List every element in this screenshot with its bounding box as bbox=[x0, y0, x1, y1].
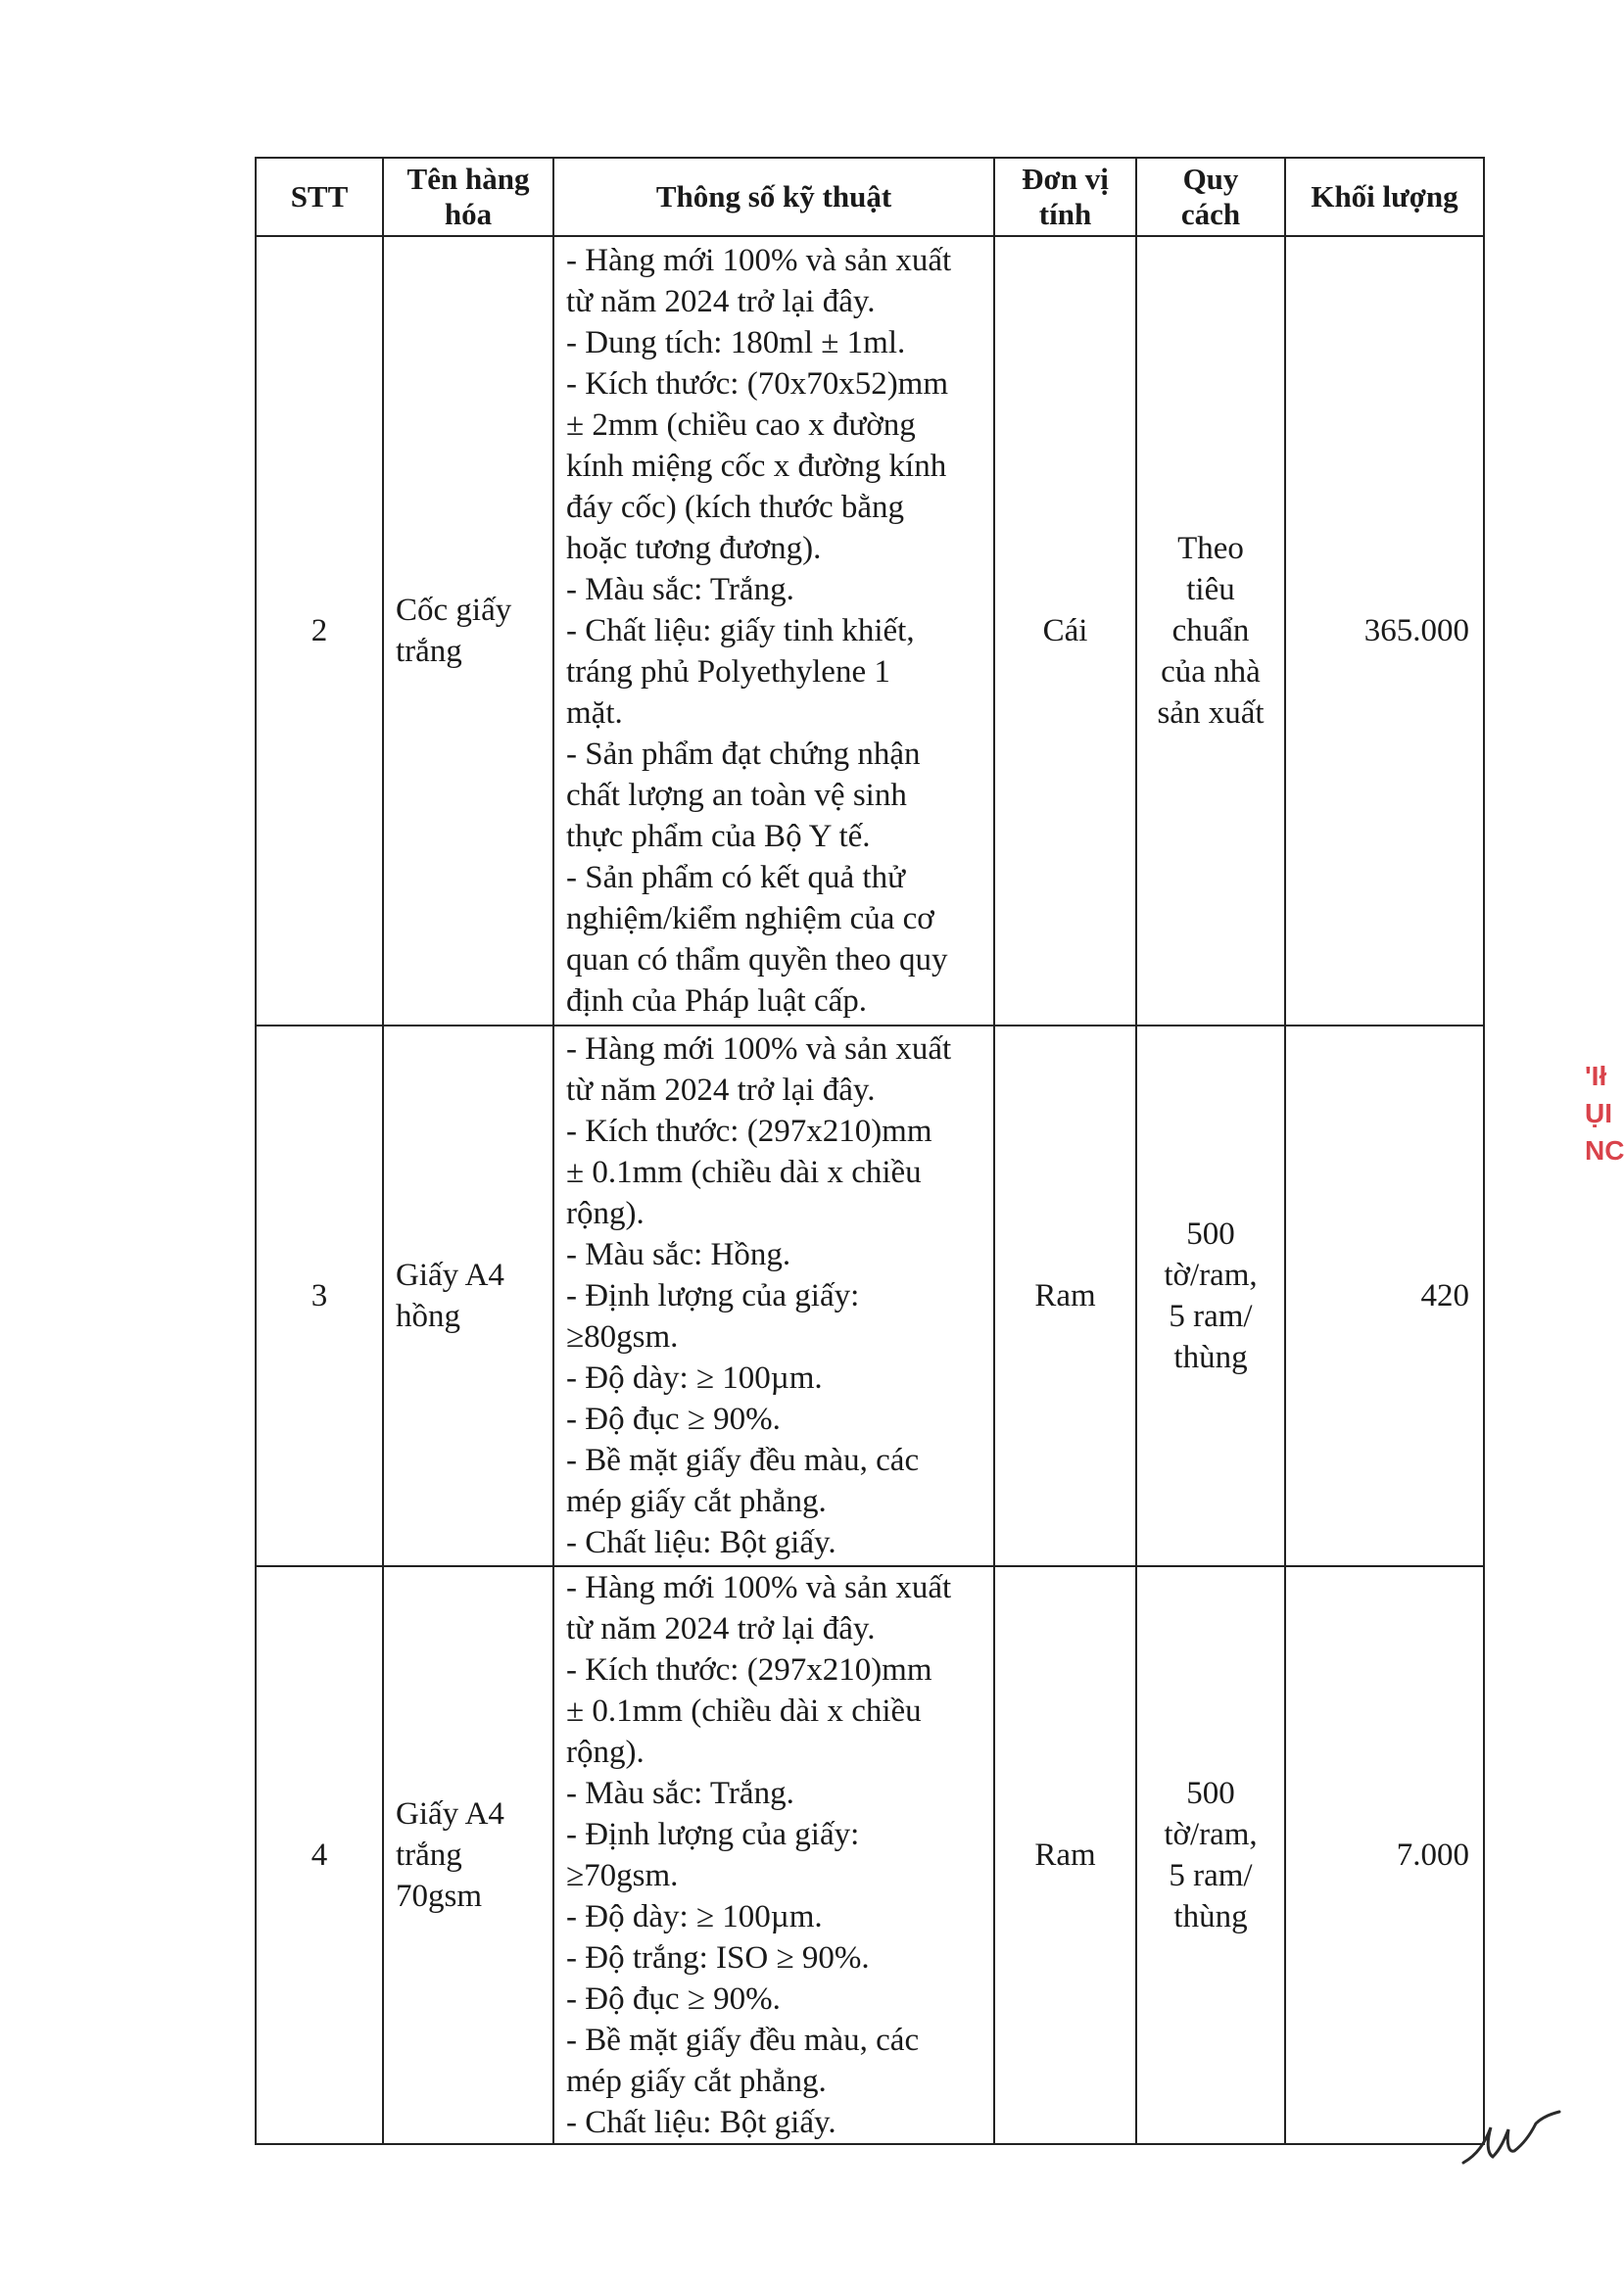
header-unit bbox=[994, 158, 1136, 236]
spec-line: - Hàng mới 100% và sản xuất bbox=[566, 243, 952, 278]
cell-product-name bbox=[383, 1566, 553, 2144]
spec-line: thực phẩm của Bộ Y tế. bbox=[566, 819, 871, 854]
packaging-line: sản xuất bbox=[1157, 695, 1265, 731]
spec-line: từ năm 2024 trở lại đây. bbox=[566, 284, 876, 319]
spec-line: ± 0.1mm (chiều dài x chiều bbox=[566, 1694, 922, 1729]
packaging-line: tờ/ram, bbox=[1164, 1258, 1258, 1293]
stamp-text: ỤI bbox=[1585, 1098, 1612, 1128]
spec-line: chất lượng an toàn vệ sinh bbox=[566, 778, 907, 813]
packaging-line: 500 bbox=[1186, 1217, 1235, 1252]
spec-line: - Sản phẩm có kết quả thử bbox=[566, 860, 905, 895]
header-pack-line: cách bbox=[1180, 197, 1241, 231]
spec-line: tráng phủ Polyethylene 1 bbox=[566, 654, 890, 690]
spec-line: - Chất liệu: giấy tinh khiết, bbox=[566, 613, 915, 648]
spec-line: - Độ trắng: ISO ≥ 90%. bbox=[566, 1940, 870, 1976]
cell-stt: 4 bbox=[256, 1566, 383, 2144]
table-row bbox=[256, 1566, 1484, 2144]
cell-product-name bbox=[383, 236, 553, 1026]
spec-line: - Bề mặt giấy đều màu, các bbox=[566, 1443, 920, 1478]
header-name-line: hóa bbox=[444, 197, 493, 231]
spec-table bbox=[255, 157, 1485, 2145]
product-name-line: hồng bbox=[396, 1299, 460, 1334]
packaging-line: thùng bbox=[1173, 1899, 1248, 1934]
cell-unit: Ram bbox=[994, 1026, 1136, 1566]
spec-line: - Hàng mới 100% và sản xuất bbox=[566, 1031, 952, 1067]
spec-line: định của Pháp luật cấp. bbox=[566, 983, 867, 1019]
header-qty: Khối lượng bbox=[1285, 158, 1484, 236]
stamp-text: 'Ił bbox=[1585, 1061, 1607, 1091]
spec-line: - Định lượng của giấy: bbox=[566, 1817, 860, 1852]
spec-line: mép giấy cắt phẳng. bbox=[566, 1484, 827, 1519]
spec-line: kính miệng cốc x đường kính bbox=[566, 449, 947, 484]
cell-spec bbox=[553, 236, 994, 1026]
product-name-line: trắng bbox=[396, 634, 462, 669]
spec-line: từ năm 2024 trở lại đây. bbox=[566, 1073, 876, 1108]
packaging-line: 5 ram/ bbox=[1169, 1858, 1253, 1893]
header-name-line: Tên hàng bbox=[406, 162, 530, 196]
spec-line: - Dung tích: 180ml ± 1ml. bbox=[566, 325, 906, 360]
spec-line: ± 0.1mm (chiều dài x chiều bbox=[566, 1155, 922, 1190]
packaging-line: tờ/ram, bbox=[1164, 1817, 1258, 1852]
signature-initials bbox=[1457, 2106, 1565, 2174]
packaging-line: 5 ram/ bbox=[1169, 1299, 1253, 1334]
signature-stroke bbox=[1463, 2112, 1559, 2163]
cell-quantity: 365.000 bbox=[1285, 236, 1484, 1026]
packaging-line: Theo bbox=[1177, 531, 1244, 566]
spec-line: - Độ dày: ≥ 100µm. bbox=[566, 1899, 823, 1934]
cell-spec bbox=[553, 1566, 994, 2144]
cell-unit: Ram bbox=[994, 1566, 1136, 2144]
cell-stt: 2 bbox=[256, 236, 383, 1026]
spec-line: ≥70gsm. bbox=[566, 1858, 679, 1893]
packaging-line: tiêu bbox=[1186, 572, 1235, 607]
product-name-line: Cốc giấy bbox=[396, 593, 512, 628]
cell-unit: Cái bbox=[994, 236, 1136, 1026]
header-row bbox=[256, 158, 1484, 236]
packaging-line: thùng bbox=[1173, 1340, 1248, 1375]
header-stt: STT bbox=[256, 158, 383, 236]
table-row bbox=[256, 236, 1484, 1026]
table-row bbox=[256, 1026, 1484, 1566]
spec-line: - Độ đục ≥ 90%. bbox=[566, 1981, 781, 2017]
header-spec: Thông số kỹ thuật bbox=[553, 158, 994, 236]
spec-line: ± 2mm (chiều cao x đường bbox=[566, 407, 916, 443]
spec-line: - Độ đục ≥ 90%. bbox=[566, 1402, 781, 1437]
cell-packaging bbox=[1136, 1026, 1285, 1566]
packaging-line: 500 bbox=[1186, 1776, 1235, 1811]
spec-line: quan có thẩm quyền theo quy bbox=[566, 942, 948, 978]
spec-line: - Bề mặt giấy đều màu, các bbox=[566, 2023, 920, 2058]
spec-line: - Hàng mới 100% và sản xuất bbox=[566, 1570, 952, 1605]
spec-line: - Kích thước: (297x210)mm bbox=[566, 1652, 932, 1688]
cell-packaging bbox=[1136, 1566, 1285, 2144]
spec-line: rộng). bbox=[566, 1196, 645, 1231]
product-name-line: 70gsm bbox=[396, 1879, 483, 1914]
cell-quantity: 420 bbox=[1285, 1026, 1484, 1566]
cell-stt: 3 bbox=[256, 1026, 383, 1566]
packaging-line: của nhà bbox=[1161, 654, 1261, 690]
spec-line: - Chất liệu: Bột giấy. bbox=[566, 1525, 836, 1560]
spec-line: hoặc tương đương). bbox=[566, 531, 822, 566]
header-pack bbox=[1136, 158, 1285, 236]
spec-line: - Sản phẩm đạt chứng nhận bbox=[566, 737, 921, 772]
cell-product-name bbox=[383, 1026, 553, 1566]
cell-packaging bbox=[1136, 236, 1285, 1026]
spec-line: ≥80gsm. bbox=[566, 1319, 679, 1355]
cell-quantity: 7.000 bbox=[1285, 1566, 1484, 2144]
spec-line: - Màu sắc: Trắng. bbox=[566, 1776, 794, 1811]
spec-line: từ năm 2024 trở lại đây. bbox=[566, 1611, 876, 1647]
product-name-line: trắng bbox=[396, 1838, 462, 1873]
header-unit-line: Đơn vị bbox=[1022, 162, 1109, 196]
spec-line: nghiệm/kiểm nghiệm của cơ bbox=[566, 901, 934, 936]
product-name-line: Giấy A4 bbox=[396, 1796, 504, 1832]
spec-line: - Định lượng của giấy: bbox=[566, 1278, 860, 1313]
cell-spec bbox=[553, 1026, 994, 1566]
spec-line: - Độ dày: ≥ 100µm. bbox=[566, 1360, 823, 1396]
spec-line: - Màu sắc: Hồng. bbox=[566, 1237, 791, 1272]
stamp-text: NC bbox=[1585, 1135, 1624, 1166]
product-name-line: Giấy A4 bbox=[396, 1258, 504, 1293]
header-unit-line: tính bbox=[1038, 197, 1092, 231]
spec-line: mép giấy cắt phẳng. bbox=[566, 2064, 827, 2099]
header-name bbox=[383, 158, 553, 236]
spec-line: mặt. bbox=[566, 695, 623, 731]
header-pack-line: Quy bbox=[1182, 162, 1239, 196]
spec-line: - Kích thước: (297x210)mm bbox=[566, 1114, 932, 1149]
spec-line: rộng). bbox=[566, 1735, 645, 1770]
spec-line: - Chất liệu: Bột giấy. bbox=[566, 2105, 836, 2140]
spec-line: - Kích thước: (70x70x52)mm bbox=[566, 366, 949, 402]
spec-line: đáy cốc) (kích thước bằng bbox=[566, 490, 905, 525]
spec-line: - Màu sắc: Trắng. bbox=[566, 572, 794, 607]
packaging-line: chuẩn bbox=[1171, 613, 1250, 648]
red-stamp-fragment bbox=[1585, 1058, 1624, 1371]
